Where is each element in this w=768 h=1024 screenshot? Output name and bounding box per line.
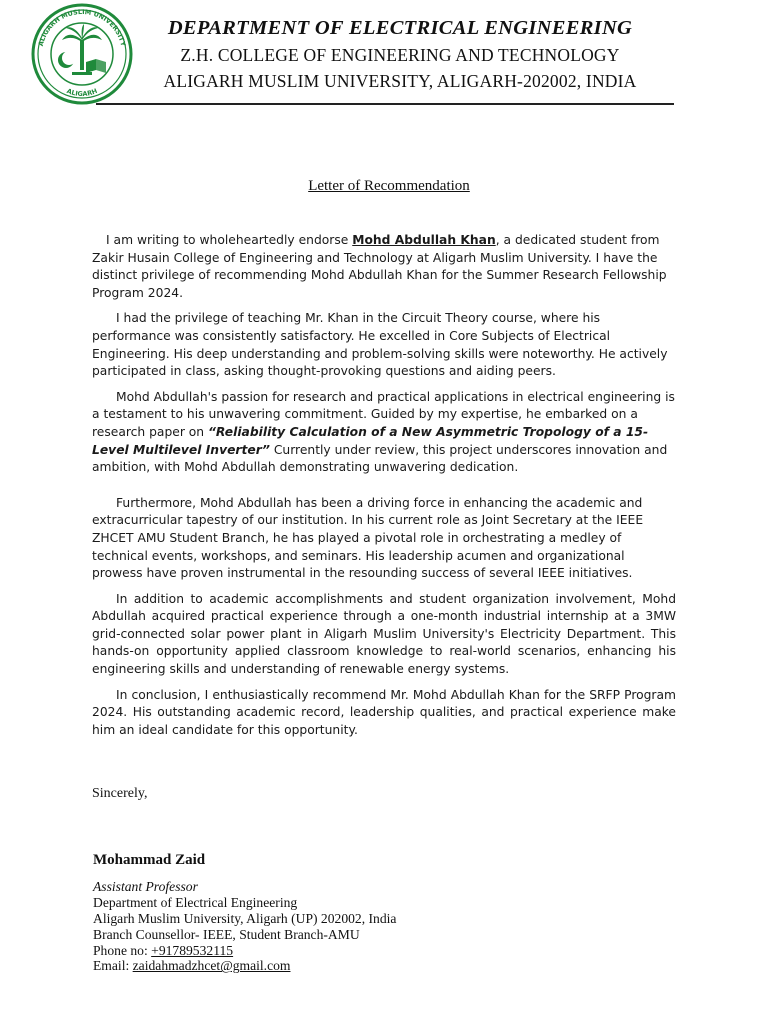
svg-text:ALIGARH: ALIGARH [65,86,99,99]
university-seal-logo [26,2,138,106]
college-heading: Z.H. COLLEGE OF ENGINEERING AND TECHNOLOGY [180,45,620,65]
signatory-name: Mohammad Zaid [93,852,206,868]
email-line: Email: zaidahmadzhcet@gmail.com [93,958,291,974]
department-heading: DEPARTMENT OF ELECTRICAL ENGINEERING [167,17,633,39]
student-name: Mohd Abdullah Khan [352,233,496,247]
svg-text:ALIGARH MUSLIM UNIVERSITY: ALIGARH MUSLIM UNIVERSITY [36,7,128,48]
paragraph-research: Mohd Abdullah's passion for research and practical applications in electrical engineering is a testament to his unwavering commitment. Guided by my expertise, he embarked on a research paper on “Reliability Calculation of a New Asymmetric Tropology of a 15-Level Multilevel Inverter” Currently under review, this project underscores innovation and ambition, with Mohd Abdullah demonstrating unwavering dedication. [92,389,675,475]
paper-title: “Reliability Calculation of a New Asymmetric Tropology of a 15-Level Multilevel Inverter” [92,424,649,457]
paragraph-conclusion: In conclusion, I enthusiastically recommend Mr. Mohd Abdullah Khan for the SRFP Program 2024. His outstanding academic record, leadership qualities, and practical experience make him an ideal candidate for this opportunity. [92,687,676,737]
paragraph-intro: I am writing to wholeheartedly endorse Mohd Abdullah Khan, a dedicated student from Zakir Husain College of Engineering and Technology at Aligarh Muslim University. I have the distinct privilege of recommending Mohd Abdullah Khan for the Summer Research Fellowship Program 2024. [92,233,667,300]
phone-line: Phone no: +91789532115 [93,942,234,958]
phone-link[interactable]: +91789532115 [151,942,234,958]
header-rule [96,103,674,105]
paragraph-internship: In addition to academic accomplishments and student organization involvement, Mohd Abdullah acquired practical experience through a one-month industrial internship at a 3MW grid-connected solar power plant in Aligarh Muslim University's Electricity Department. This hands-on opportunity applied classroom knowledge to real-world scenarios, enhancing his engineering skills and understanding of renewable energy systems. [92,591,676,677]
letterhead [150,12,650,94]
closing-salutation: Sincerely, [92,786,148,801]
letter-subject: Letter of Recommendation [308,178,470,194]
paragraph-teaching: I had the privilege of teaching Mr. Khan in the Circuit Theory course, where his performance was consistently satisfactory. He excelled in Core Subjects of Electrical Engineering. His deep understanding and problem-solving skills were noteworthy. He actively participated in class, asking thought-provoking questions and aiding peers. [92,311,668,379]
letter-body [92,232,676,747]
university-heading: ALIGARH MUSLIM UNIVERSITY, ALIGARH-202002, INDIA [163,71,637,91]
signatory-title: Assistant Professor [93,878,198,894]
paragraph-leadership: Furthermore, Mohd Abdullah has been a driving force in enhancing the academic and extracurricular tapestry of our institution. In his current role as Joint Secretary at the IEEE ZHCET AMU Student Branch, he has played a pivotal role in orchestrating a medley of technical events, workshops, and seminars. His leadership acumen and organizational prowess have proven instrumental in the resounding success of several IEEE initiatives. [92,495,644,581]
signatory-address: Aligarh Muslim University, Aligarh (UP) 202002, India [93,910,397,926]
email-link[interactable]: zaidahmadzhcet@gmail.com [132,958,291,974]
signature-block [93,853,396,974]
signatory-role: Branch Counsellor- IEEE, Student Branch-AMU [93,926,360,942]
signatory-department: Department of Electrical Engineering [93,894,298,910]
